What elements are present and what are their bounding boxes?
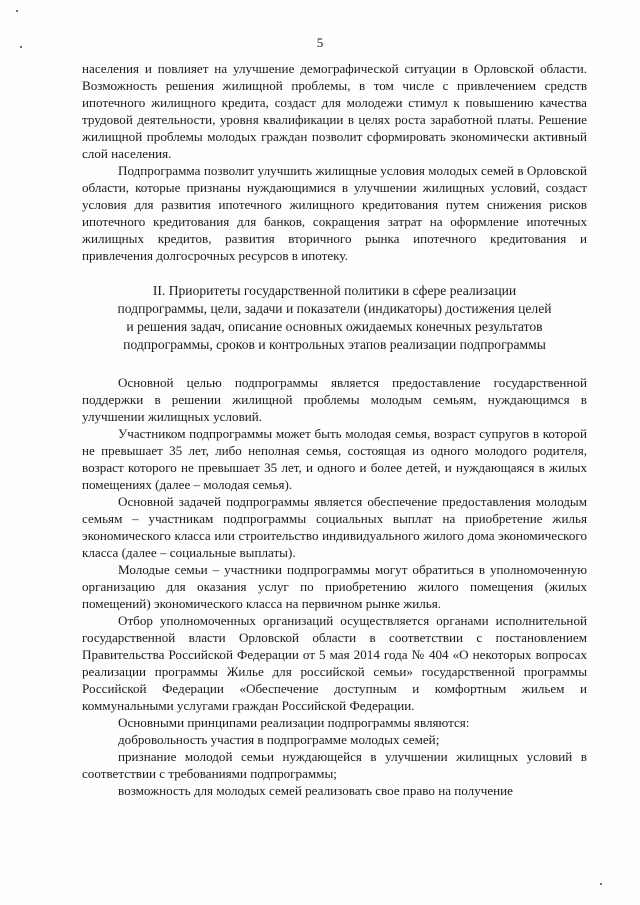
paragraph: признание молодой семьи нуждающейся в улучшении жилищных условий в соответствии с требованиями подпрограммы; bbox=[82, 749, 587, 781]
section-heading-line: II. Приоритеты государственной политики в сфере реализации bbox=[152, 283, 517, 298]
paragraph: Подпрограмма позволит улучшить жилищные условия молодых семей в Орловской области, которые признаны нуждающимися в улучшении жилищных условий, создаст условия для развития ипотечного жилищного кредитования путем снижения рисков ипотечного кредитования для банков, сокращения затрат на оформление ипотечных жилищных кредитов, развития вторичного рынка ипотечного кредитования и привлечения долгосрочных ресурсов в ипотеку. bbox=[82, 163, 587, 263]
paragraph: Основной целью подпрограммы является предоставление государственной поддержки в решении жилищной проблемы молодым семьям, нуждающимся в улучшении жилищных условий. bbox=[82, 375, 587, 424]
document-body bbox=[82, 60, 587, 799]
paragraph: Молодые семьи – участники подпрограммы могут обратиться в уполномоченную организацию для оказания услуг по приобретению жилого помещения (жилых помещений) экономического класса на первичном рынке жилья. bbox=[82, 562, 587, 611]
section-heading-line: подпрограммы, сроков и контрольных этапов реализации подпрограммы bbox=[123, 337, 546, 352]
scan-speck bbox=[16, 10, 18, 12]
section-heading bbox=[82, 282, 587, 354]
paragraph: Основными принципами реализации подпрограммы являются: bbox=[118, 715, 470, 730]
paragraph: Основной задачей подпрограммы является обеспечение предоставления молодым семьям – участникам подпрограммы социальных выплат на приобретение жилья экономического класса или строительство индивидуального жилого дома экономического класса (далее – социальные выплаты). bbox=[82, 494, 587, 560]
paragraph: населения и повлияет на улучшение демографической ситуации в Орловской области. Возможность решения жилищной проблемы, в том числе с привлечением средств ипотечного жилищного кредита, создаст для молодежи стимул к повышению качества трудовой деятельности, уровня квалификации в целях роста заработной платы. Решение жилищной проблемы молодых граждан позволит сформировать экономически активный слой населения. bbox=[82, 61, 587, 161]
section-heading-line: подпрограммы, цели, задачи и показатели (индикаторы) достижения целей bbox=[117, 301, 552, 316]
page-number: 5 bbox=[316, 35, 324, 50]
section-heading-line: и решения задач, описание основных ожидаемых конечных результатов bbox=[126, 319, 543, 334]
paragraph: возможность для молодых семей реализовать свое право на получение bbox=[118, 783, 513, 798]
scan-speck bbox=[20, 46, 22, 48]
paragraph: Участником подпрограммы может быть молодая семья, возраст супругов в которой не превышает 35 лет, либо неполная семья, состоящая из одного молодого родителя, возраст которого не превышает 35 лет, и одного и более детей, и нуждающаяся в жилых помещениях (далее – молодая семья). bbox=[82, 426, 587, 492]
paragraph: добровольность участия в подпрограмме молодых семей; bbox=[118, 732, 440, 747]
paragraph: Отбор уполномоченных организаций осуществляется органами исполнительной государственной власти Орловской области в соответствии с постановлением Правительства Российской Федерации от 5 мая 2014 года № 404 «О некоторых вопросах реализации программы Жилье для российской семьи» государственной программы Российской Федерации «Обеспечение доступным и комфортным жильем и коммунальными услугами граждан Российской Федерации. bbox=[82, 613, 587, 713]
scan-speck bbox=[600, 883, 602, 885]
